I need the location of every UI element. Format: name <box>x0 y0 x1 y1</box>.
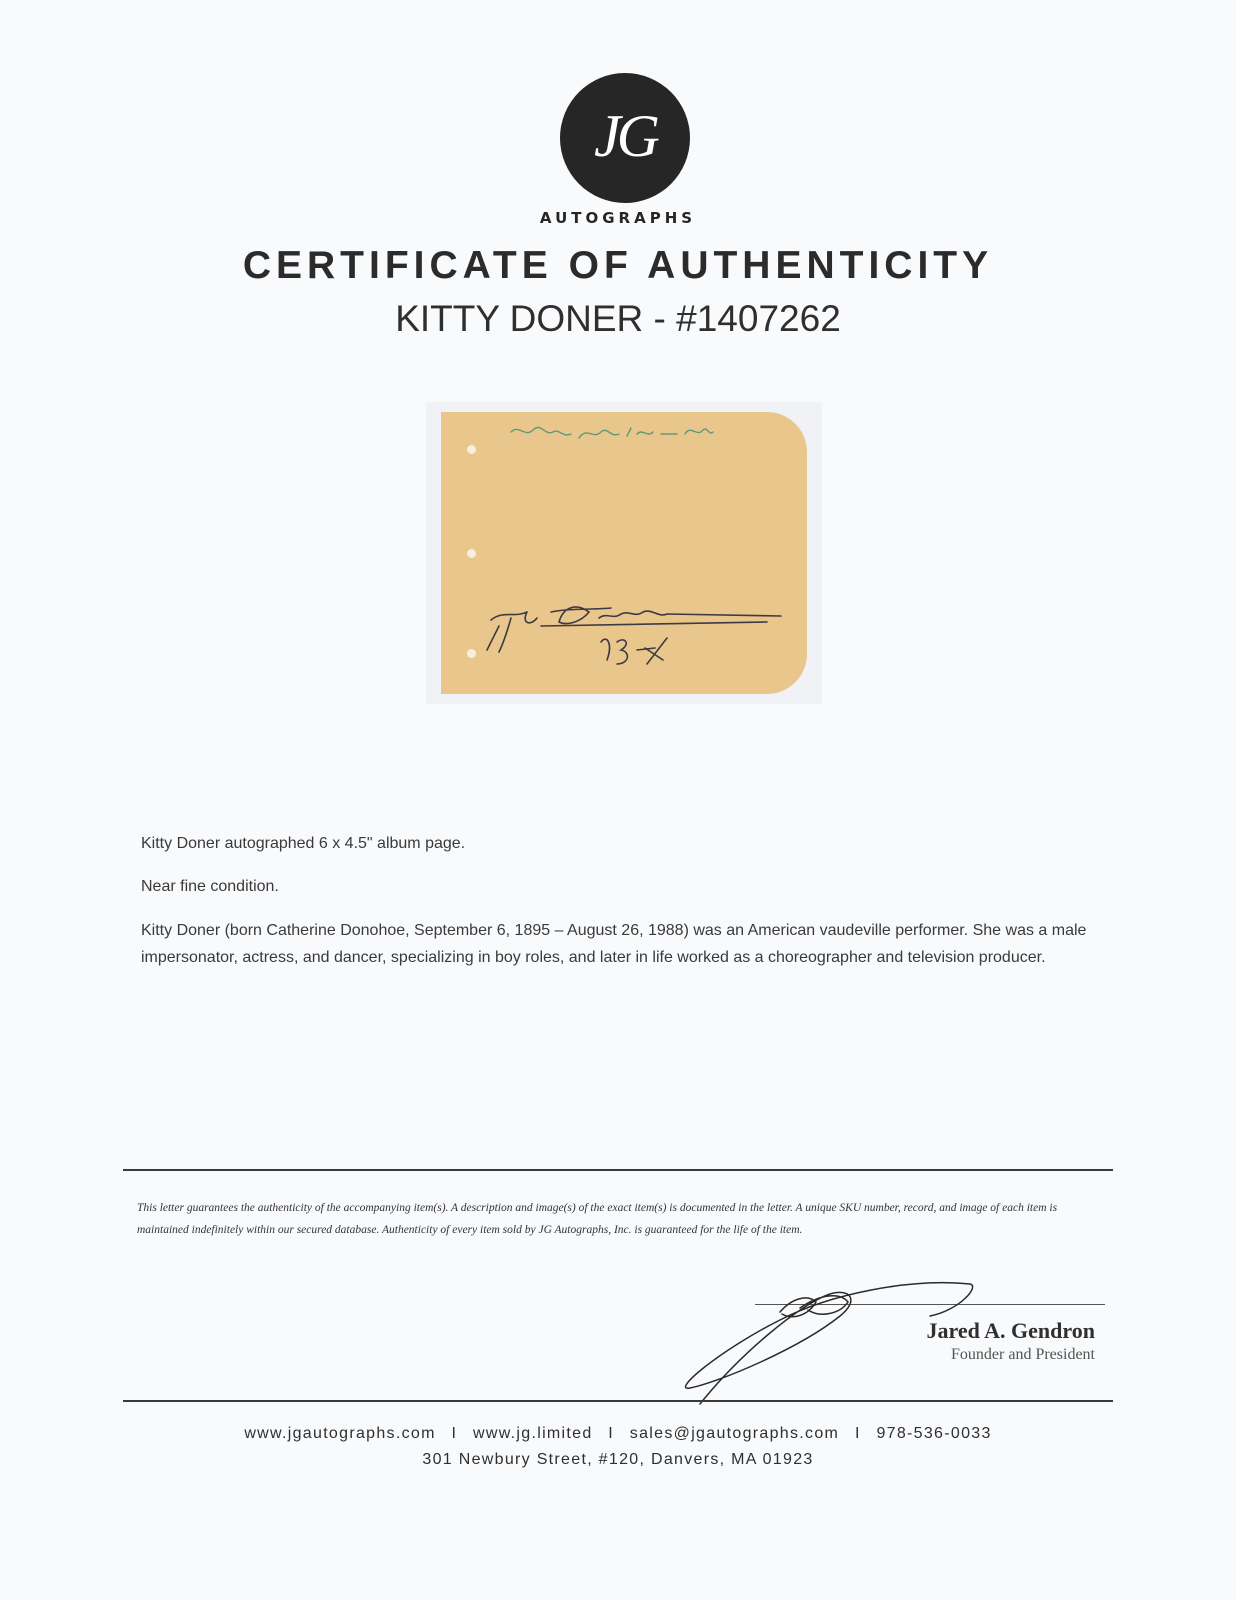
album-page-photo <box>441 412 807 694</box>
signature-kitty-mark <box>487 612 537 652</box>
logo-text: JG <box>594 103 656 169</box>
footer-separator: I <box>451 1425 458 1442</box>
album-handwriting <box>441 412 807 694</box>
signer-name: Jared A. Gendron <box>926 1318 1095 1343</box>
item-condition: Near fine condition. <box>141 878 279 895</box>
divider-top <box>123 1169 1113 1171</box>
item-biography: Kitty Doner (born Catherine Donohoe, September 6, 1895 – August 26, 1988) was an American vaudeville performer. She was a male impersonator, actress, and dancer, specializing in boy roles, and later in life worked as a choreographer and television producer. <box>141 922 1087 966</box>
footer-separator: I <box>608 1425 615 1442</box>
item-description: Kitty Doner autographed 6 x 4.5" album page. <box>141 835 466 852</box>
website-link-secondary[interactable]: www.jg.limited <box>472 1425 593 1442</box>
footer-address: 301 Newbury Street, #120, Danvers, MA 01923 <box>422 1451 814 1468</box>
footer-separator: I <box>854 1425 861 1442</box>
brand-name: AUTOGRAPHS <box>539 209 697 227</box>
guarantee-statement: This letter guarantees the authenticity of the accompanying item(s). A description and image(s) of the exact item(s) is documented in the letter. A unique SKU number, record, and image of each item is maintained indefinitely within our secured database. Authenticity of every item sold by JG Autographs, Inc. is guaranteed for the life of the item. <box>137 1202 1058 1236</box>
jg-logo <box>560 73 690 203</box>
certificate-title: CERTIFICATE OF AUTHENTICITY <box>242 244 994 287</box>
phone-number: 978-536-0033 <box>876 1425 992 1442</box>
signer-title: Founder and President <box>951 1346 1095 1363</box>
signature-year-mark <box>601 638 667 664</box>
date-inscription-mark <box>511 427 713 438</box>
email-link[interactable]: sales@jgautographs.com <box>629 1425 840 1442</box>
divider-bottom <box>123 1400 1113 1402</box>
signature-doner-mark <box>541 607 781 626</box>
item-title: KITTY DONER - #1407262 <box>395 298 841 339</box>
website-link[interactable]: www.jgautographs.com <box>244 1425 436 1442</box>
footer-contacts <box>0 1425 1236 1443</box>
